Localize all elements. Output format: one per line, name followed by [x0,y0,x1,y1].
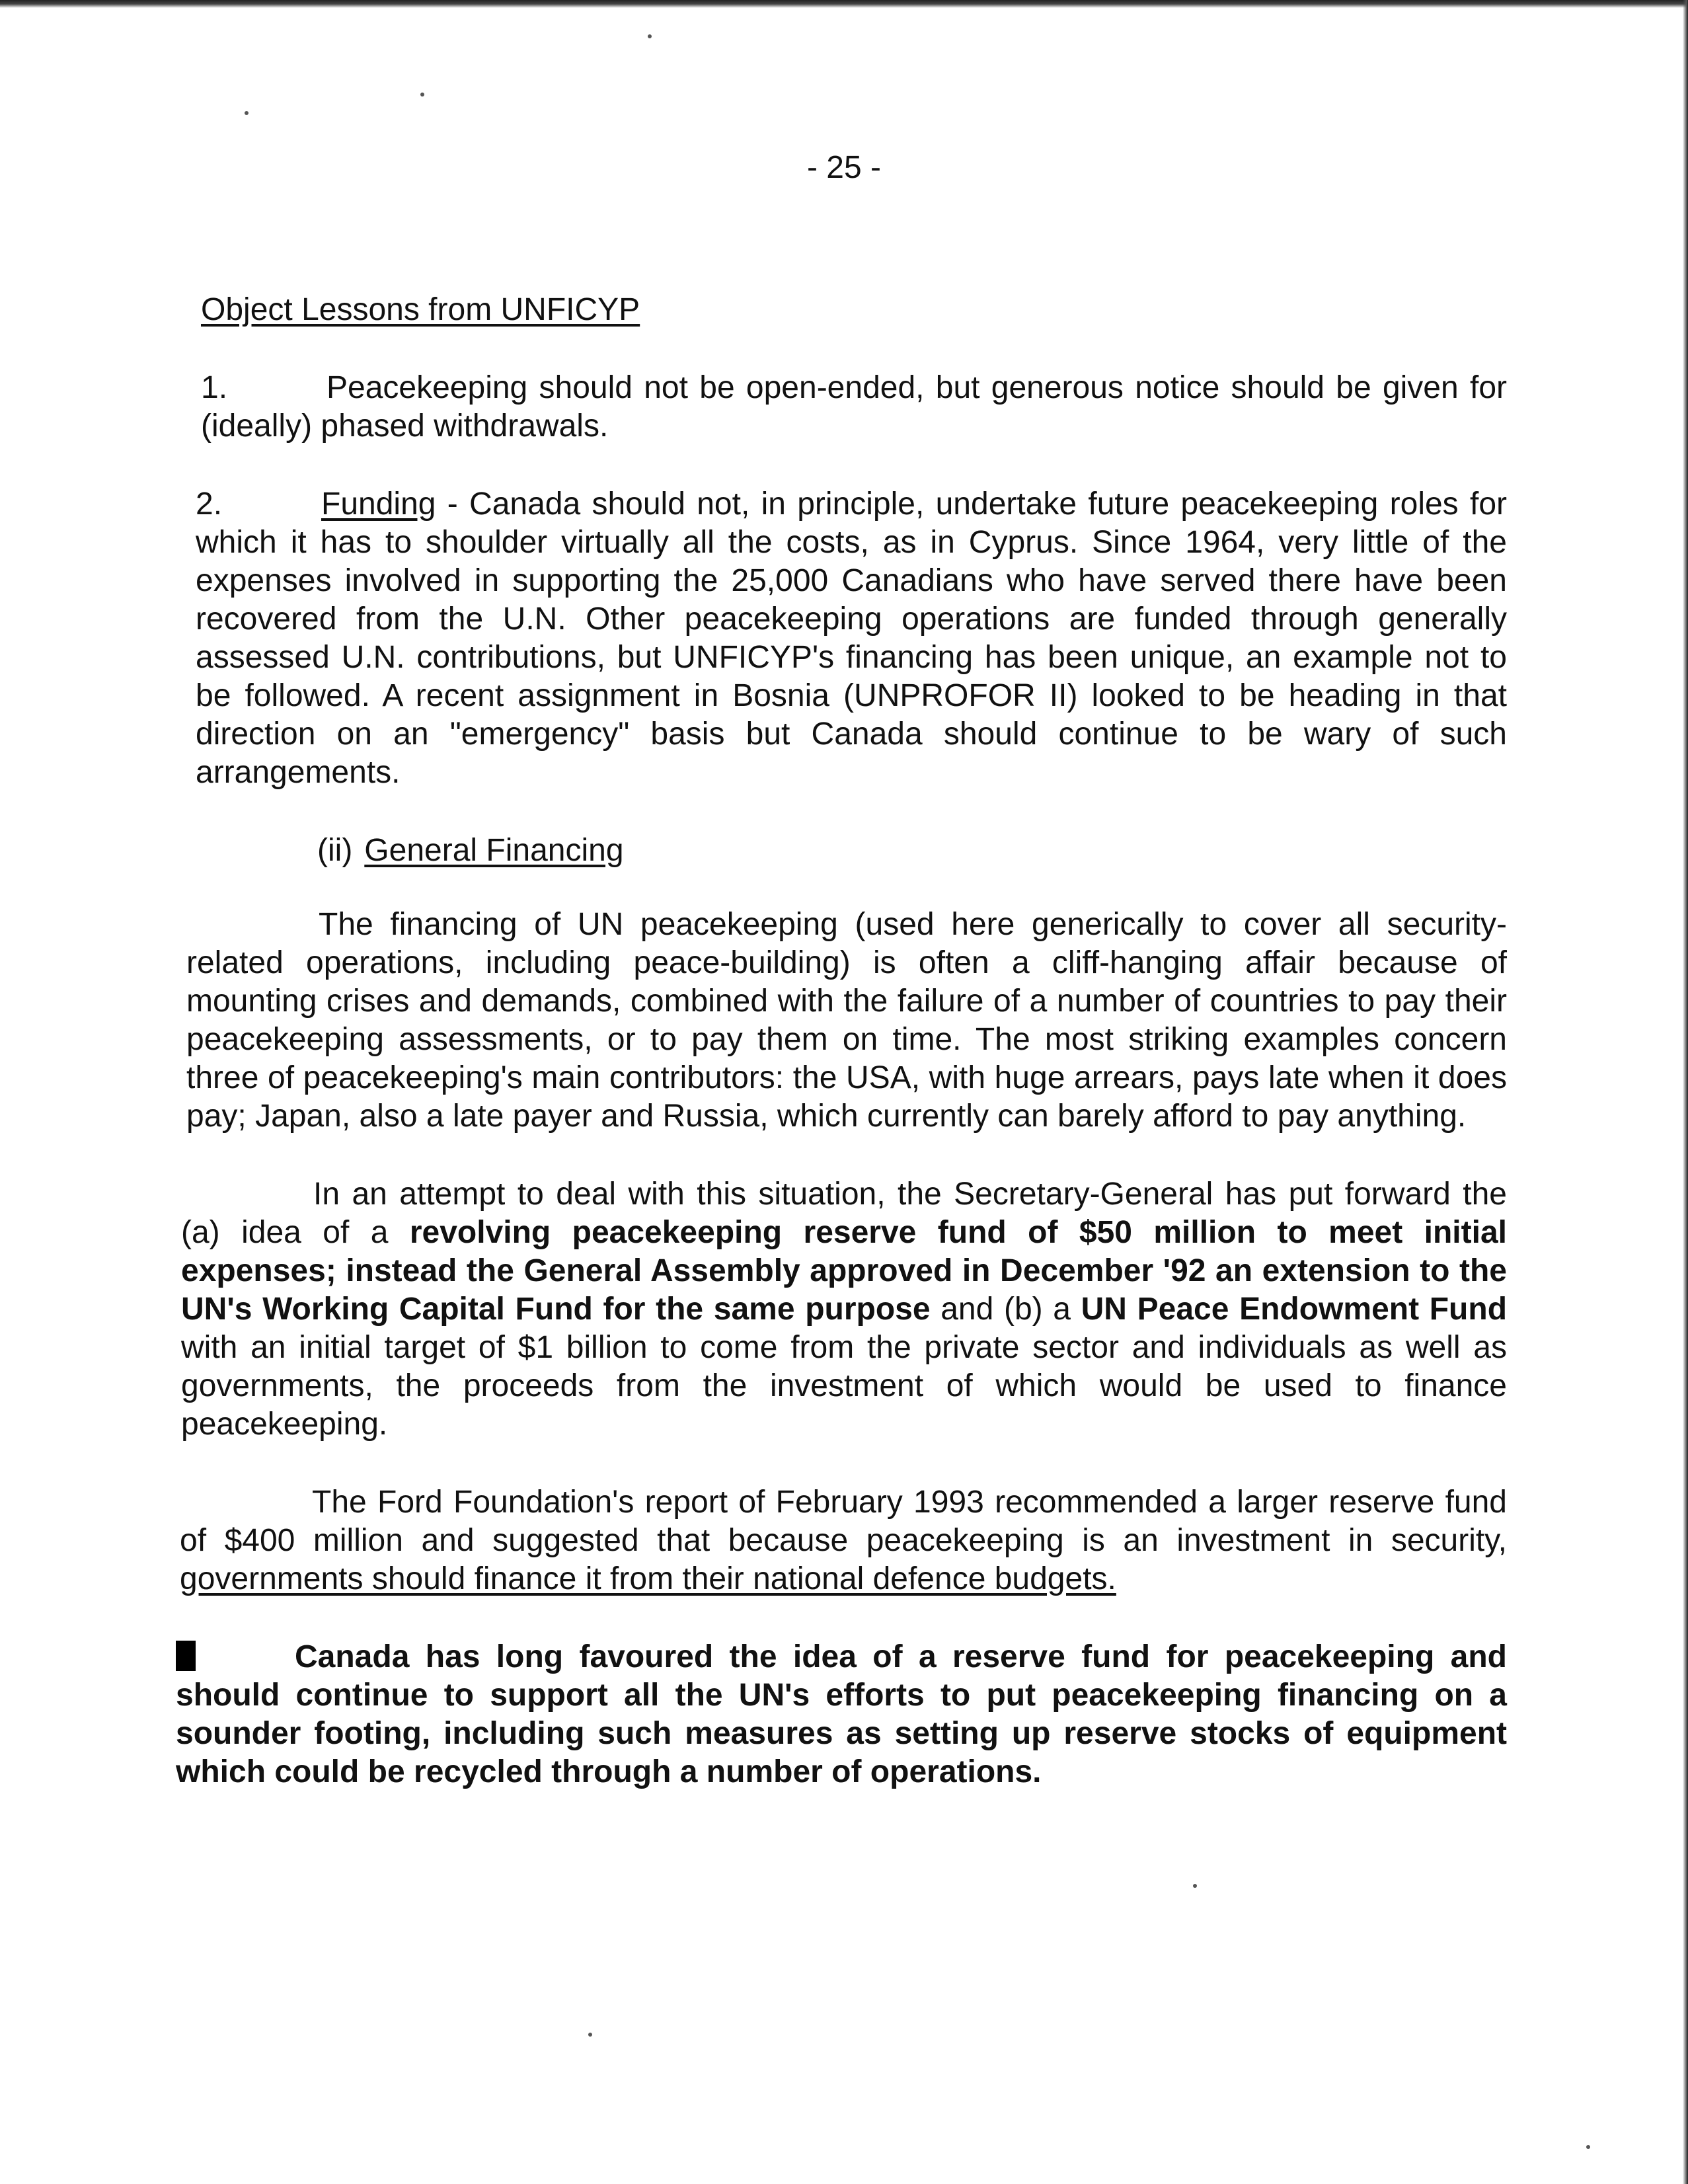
text-run: In an attempt to deal with this situation, the Secretary-General has put forward the (a) idea of a [181,1177,1507,1250]
item-text: Peacekeeping should not be open-ended, but generous notice should be given for (ideally) phased withdrawals. [201,370,1507,444]
lesson-item-2 [196,485,1507,792]
text-run: The Ford Foundation's report of February 1993 recommended a larger reserve fund of $400 million and suggested that because peacekeeping is an investment in security, [180,1485,1507,1558]
scan-speck [1193,1884,1197,1888]
item-label: Funding [321,487,436,522]
bold-endowment-fund: UN Peace Endowment Fund [1081,1292,1508,1327]
underlined-conclusion: governments should finance it from their national defence budgets. [180,1561,1116,1596]
paragraph-ford-foundation [180,1483,1507,1598]
recommendation-text: Canada has long favoured the idea of a reserve fund for peacekeeping and should continue to support all the UN's efforts to put peacekeeping financing on a sounder footing, including such measures as setting up reserve stocks of equipment which could be recycled through a number of operations. [176,1639,1507,1789]
scan-speck [420,93,424,97]
text-run: with an initial target of $1 billion to come from the private sector and individuals as well as governments, the proceeds from the investment of which would be used to finance peacekeeping. [181,1330,1507,1442]
scan-speck [648,34,652,38]
text-run: and (b) a [930,1292,1081,1327]
lesson-item-1 [201,369,1507,446]
item-text: - Canada should not, in principle, undertake future peacekeeping roles for which it has to shoulder virtually all the costs, as in Cyprus. Since 1964, very little of the expenses involved in supporting the 25,000 Canadians who have served there have been recovered from the U.N. Other peacekeeping operations are funded through generally assessed U.N. contributions, but UNFICYP's financing has been unique, an example not to be followed. A recent assignment in Bosnia (UNPROFOR II) looked to be heading in that direction on an "emergency" basis but Canada should continue to be wary of such arrangements. [196,487,1507,790]
scan-speck [1586,2145,1590,2149]
scan-right-edge [1683,0,1688,2184]
scan-top-edge [0,0,1688,8]
recommendation-marker [176,1641,196,1671]
bold-reserve-fund: revolving peacekeeping reserve fund of $50 million to meet initial expenses; instead the General Assembly approved in December '92 an extension to the UN's Working Capital Fund for the same purpose [181,1215,1507,1327]
document-body [178,291,1507,1791]
item-number: 1. [201,370,228,405]
item-number: 2. [196,487,223,522]
subsection-title: General Financing [364,833,624,868]
paragraph-financing: The financing of UN peacekeeping (used here generically to cover all security-related operations, including peace-building) is often a cliff-hanging affair because of mounting crises and demands, combined with the failure of a number of countries to pay their peacekeeping assessments, or to pay them on time. The most striking examples concern three of peacekeeping's main contributors: the USA, with huge arrears, pays late when it does pay; Japan, also a late payer and Russia, which currently can barely afford to pay anything. [186,907,1507,1134]
section-title: Object Lessons from UNFICYP [201,292,640,327]
subsection-heading [317,832,1507,870]
paragraph-secretary-general [181,1175,1507,1444]
subsection-label: (ii) [317,833,353,868]
scan-speck [245,111,249,115]
scan-speck [588,2033,592,2037]
recommendation [176,1638,1507,1791]
page-number: - 25 - [806,150,882,185]
